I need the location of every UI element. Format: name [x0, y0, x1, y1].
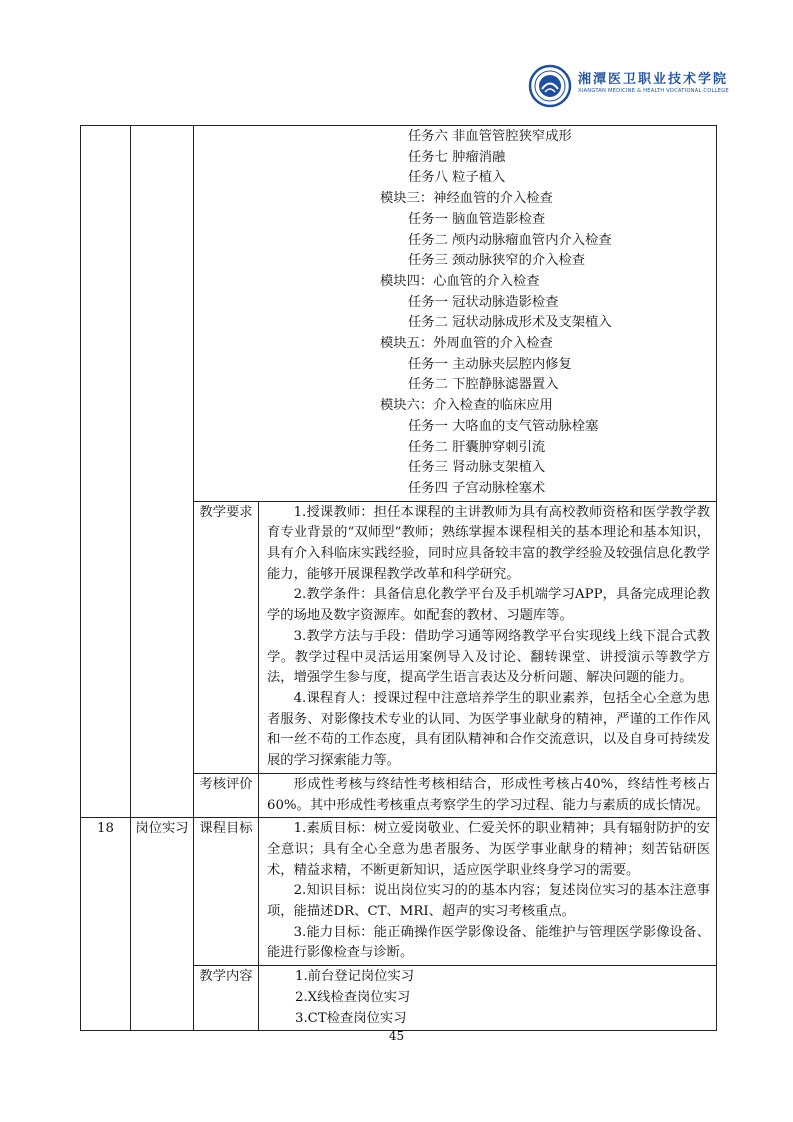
school-name: 湘潭医卫职业技术学院: [578, 72, 729, 87]
teaching-content-cell: [259, 966, 717, 1031]
module-heading: 模块六：介入检查的临床应用: [380, 398, 553, 414]
school-logo: [528, 64, 728, 108]
goal-paragraph: 2.知识目标：说出岗位实习的的基本内容；复述岗位实习的基本注意事项，能描述DR、CT、MRI、超声的实习考核重点。: [267, 883, 710, 920]
module-heading: 模块五：外周血管的介入检查: [380, 336, 553, 352]
task-item: 任务二 肝囊肿穿刺引流: [408, 439, 546, 455]
task-item: 任务二 颅内动脉瘤血管内介入检查: [408, 232, 612, 248]
prev-number-cell: [81, 126, 131, 818]
content-cell: [194, 126, 717, 502]
assessment-label: 考核评价: [194, 773, 259, 817]
curriculum-table: [80, 125, 717, 1031]
requirement-paragraph: 1.授课教师：担任本课程的主讲教师为具有高校教师资格和医学教学教育专业背景的“双师型”教师；熟练掌握本课程相关的基本理论和基本知识，具有介入科临床实践经验，同时应具备较丰富的教学经验及较强信息化教学能力，能够开展课程教学改革和科学研究。: [267, 504, 710, 582]
teaching-requirements-text: [259, 502, 716, 773]
module-heading: 模块三：神经血管的介入检查: [380, 191, 553, 207]
module-list: [372, 126, 716, 501]
module-heading: 模块四：心血管的介入检查: [380, 273, 540, 289]
content-item: 2.X线检查岗位实习: [295, 989, 411, 1005]
course-goals-label: 课程目标: [194, 818, 259, 966]
page-number: 45: [388, 1029, 405, 1043]
requirement-paragraph: 2.教学条件：具备信息化教学平台及手机端学习APP，具备完成理论教学的场地及数字资源库。如配套的教材、习题库等。: [267, 587, 710, 624]
table-row: [81, 126, 717, 502]
teaching-content-label: 教学内容: [194, 966, 259, 1031]
row-number: 18: [81, 818, 131, 1031]
goal-paragraph: 1.素质目标：树立爱岗敬业、仁爱关怀的职业精神；具有辐射防护的安全意识；具有全心全意为患者服务、为医学事业献身的精神；刻苦钻研医术，精益求精，不断更新知识，适应医学职业终身学习的需要。: [267, 821, 710, 878]
content-item: 3.CT检查岗位实习: [295, 1010, 407, 1026]
task-item: 任务二 冠状动脉成形术及支架植入: [408, 315, 612, 331]
task-item: 任务一 冠状动脉造影检查: [408, 294, 559, 310]
task-item: 任务一 大咯血的支气管动脉栓塞: [408, 418, 599, 434]
school-name-en: XIANGTAN MEDICINE & HEALTH VOCATIONAL COLLEGE: [578, 88, 729, 94]
task-item: 任务四 子宫动脉栓塞术: [408, 480, 546, 496]
task-item: 任务三 肾动脉支架植入: [408, 460, 546, 476]
goal-paragraph: 3.能力目标：能正确操作医学影像设备、能维护与管理医学影像设备、能进行影像检查与诊断。: [267, 924, 710, 961]
task-item: 任务一 主动脉夹层腔内修复: [408, 356, 572, 372]
prev-course-cell: [131, 126, 194, 818]
school-emblem-icon: [528, 64, 572, 108]
course-goals-text: [259, 818, 716, 965]
teaching-content-list: [259, 966, 716, 1030]
teaching-requirements-label: 教学要求: [194, 501, 259, 773]
task-item: 任务二 下腔静脉滤器置入: [408, 377, 559, 393]
requirement-paragraph: 4.课程育人：授课过程中注意培养学生的职业素养，包括全心全意为患者服务、对影像技术专业的认同、为医学事业献身的精神，严谨的工作作风和一丝不苟的工作态度，具有团队精神和合作交流意识，以及自身可持续发展的学习探索能力等。: [267, 690, 710, 769]
task-item: 任务八 粒子植入: [408, 170, 506, 186]
content-item: 1.前台登记岗位实习: [295, 969, 415, 985]
assessment-cell: [259, 773, 717, 817]
task-item: 任务六 非血管管腔狭窄成形: [408, 129, 572, 144]
course-name: 岗位实习: [131, 818, 194, 1031]
task-item: 任务一 脑血管造影检查: [408, 211, 546, 227]
assessment-text: 形成性考核与终结性考核相结合，形成性考核占40%，终结性考核占60%。其中形成性考核重点考察学生的学习过程、能力与素质的成长情况。: [267, 776, 710, 813]
table-row: [81, 818, 717, 966]
teaching-requirements-cell: [259, 501, 717, 773]
course-goals-cell: [259, 818, 717, 966]
requirement-paragraph: 3.教学方法与手段：借助学习通等网络教学平台实现线上线下混合式教学。教学过程中灵活运用案例导入及讨论、翻转课堂、讲授演示等教学方法，增强学生参与度，提高学生语言表达及分析问题、解决问题的能力。: [267, 628, 710, 686]
task-item: 任务七 肿瘤消融: [408, 149, 506, 165]
task-item: 任务三 颈动脉狭窄的介入检查: [408, 253, 586, 269]
